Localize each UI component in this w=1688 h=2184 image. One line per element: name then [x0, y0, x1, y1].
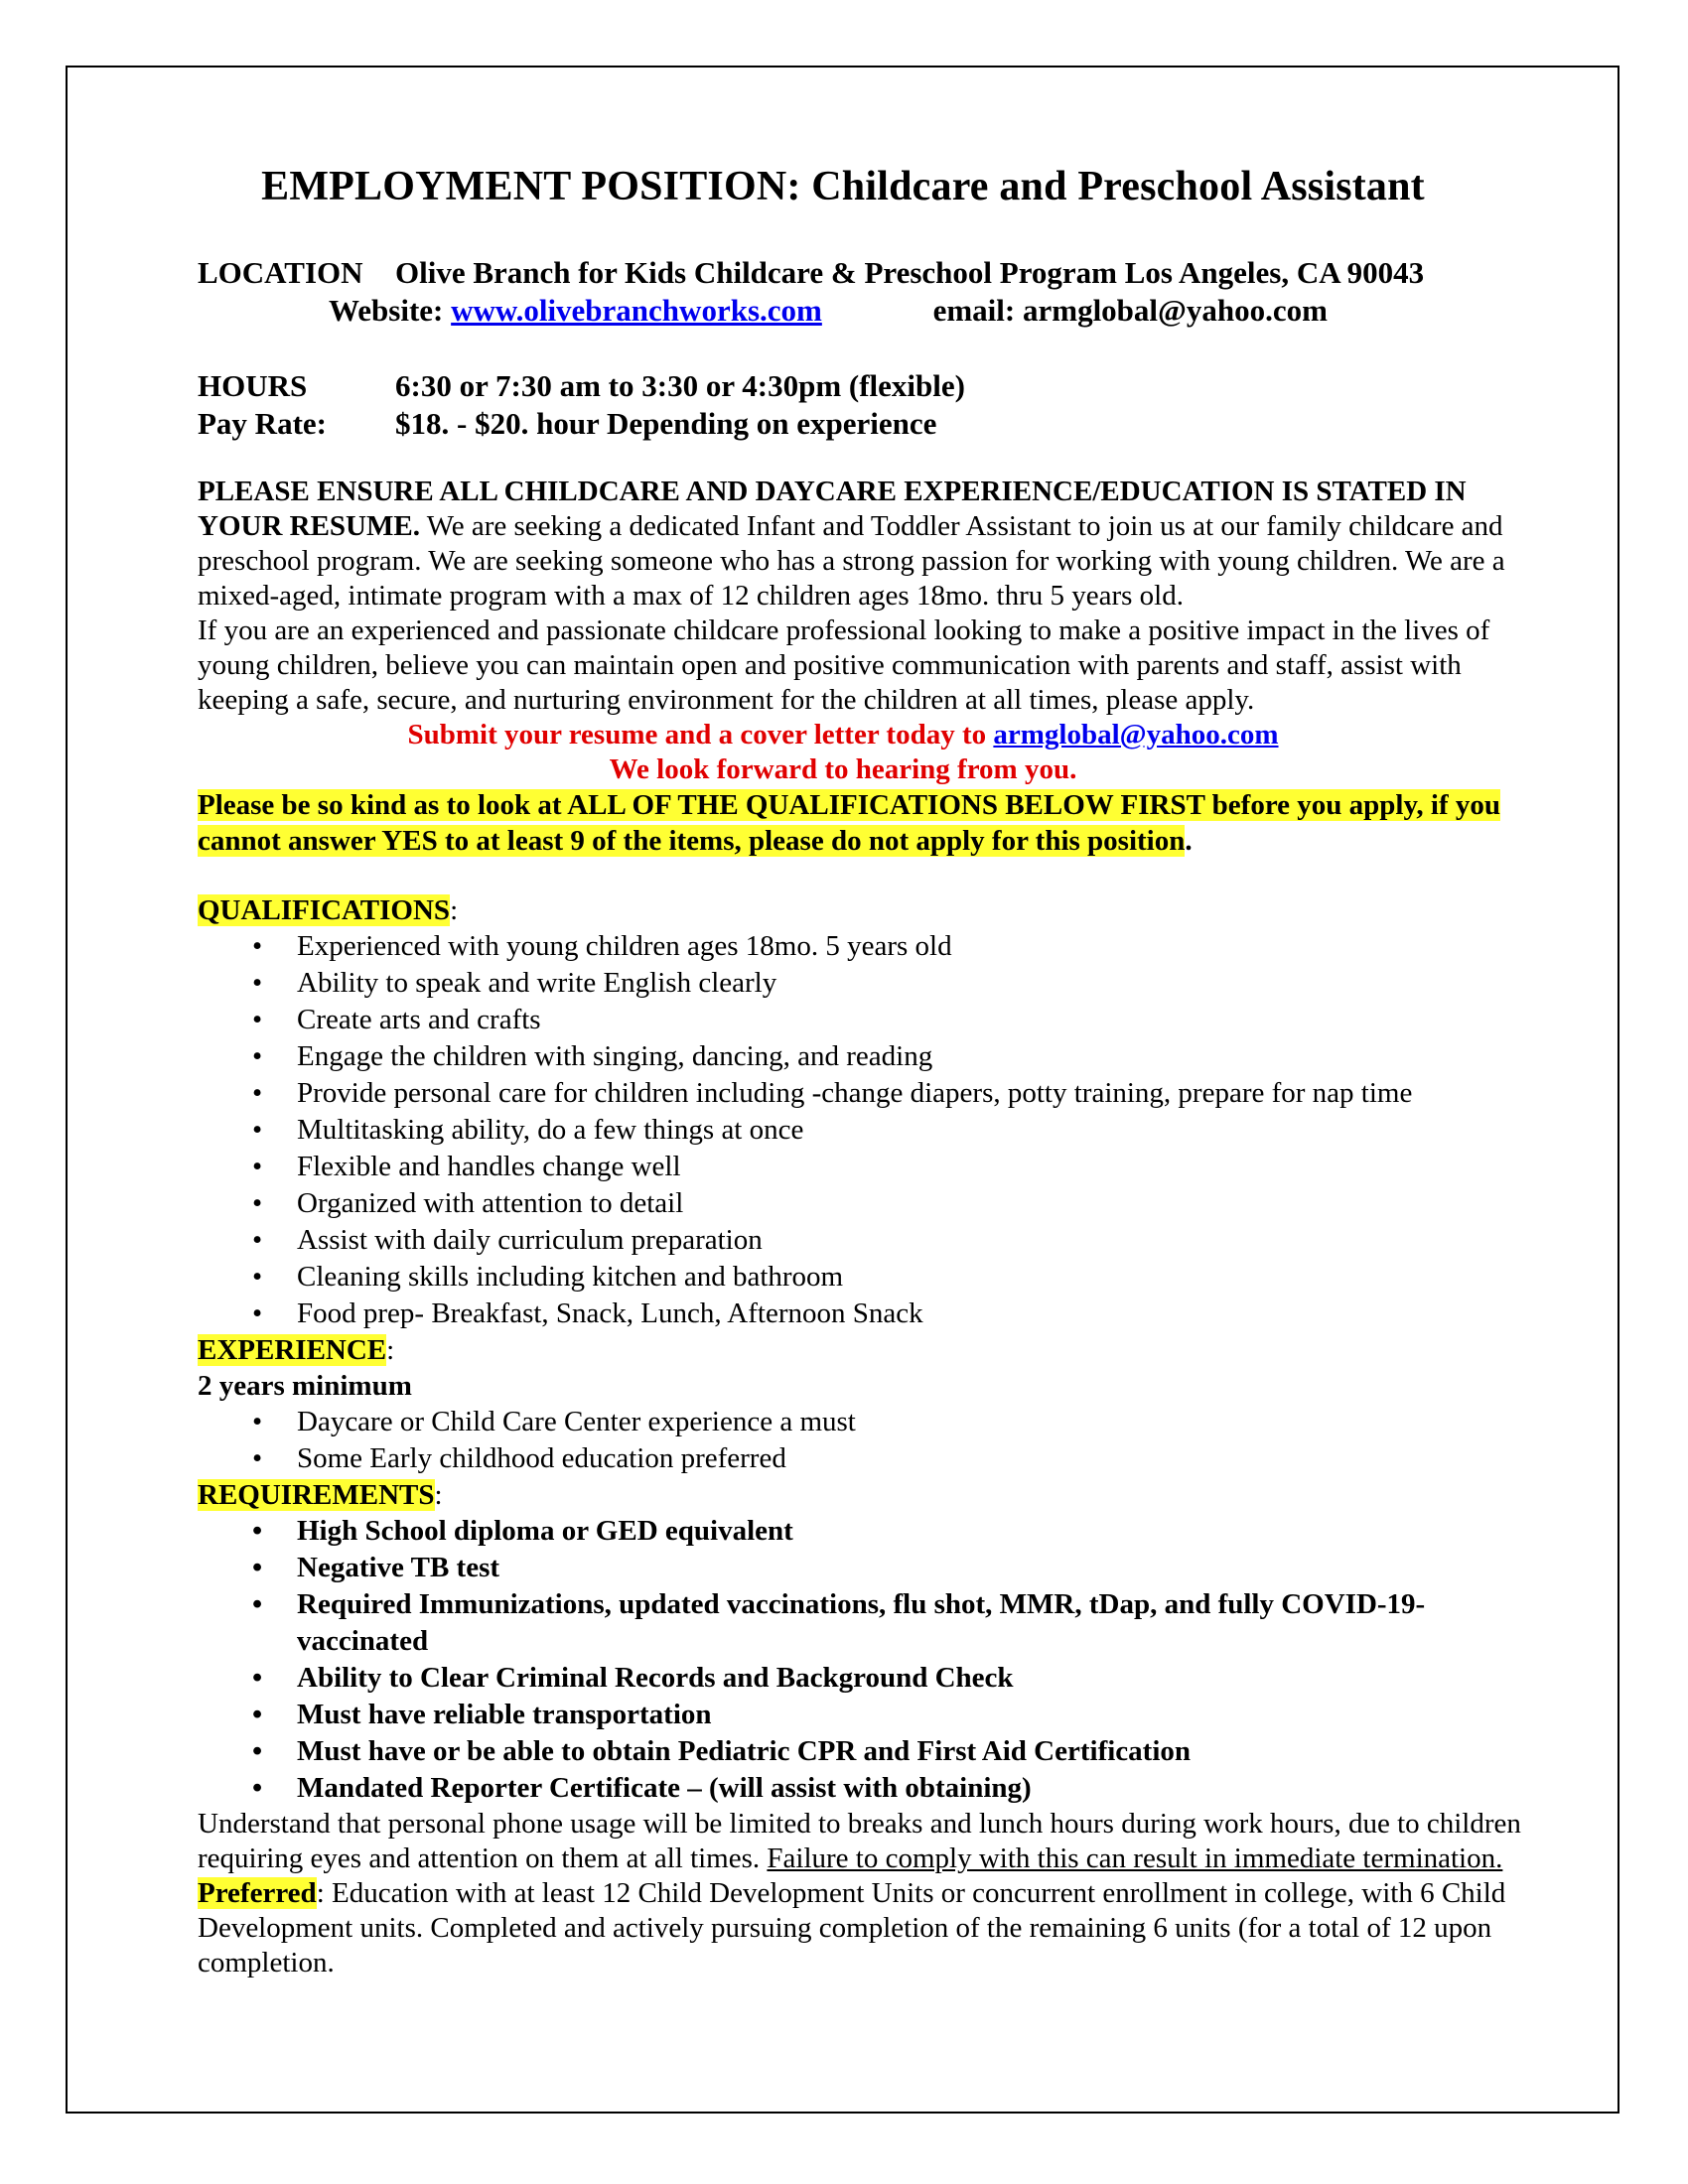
bullet-icon: • — [252, 1077, 263, 1109]
list-item — [198, 1002, 1528, 1038]
website-line — [198, 292, 1528, 330]
list-item-text: Food prep- Breakfast, Snack, Lunch, Afternoon Snack — [297, 1297, 923, 1329]
location-line — [198, 254, 1528, 292]
list-item — [198, 1222, 1528, 1259]
location-label: LOCATION — [198, 255, 363, 290]
email-value: armglobal@yahoo.com — [1022, 293, 1328, 328]
list-item — [198, 1038, 1528, 1075]
intro-bold-lead: PLEASE ENSURE ALL CHILDCARE AND DAYCARE EXPERIENCE/EDUCATION IS STATED IN YOUR RESUME. — [198, 476, 1467, 542]
preferred-label: Preferred — [198, 1877, 317, 1909]
email-group — [933, 292, 1328, 330]
list-item-text: Multitasking ability, do a few things at once — [297, 1114, 804, 1146]
list-item-text: Negative TB test — [297, 1552, 500, 1583]
list-item-text: Create arts and crafts — [297, 1004, 541, 1035]
requirements-list — [198, 1513, 1528, 1807]
list-item-text: Ability to speak and write English clearly — [297, 967, 777, 999]
list-item-text: High School diploma or GED equivalent — [297, 1515, 793, 1547]
bullet-icon: • — [252, 1442, 263, 1474]
hours-value: 6:30 or 7:30 am to 3:30 or 4:30pm (flexible) — [395, 368, 965, 403]
list-item — [198, 1697, 1528, 1733]
document-body — [198, 159, 1528, 1980]
location-value: Olive Branch for Kids Childcare & Preschool Program Los Angeles, CA 90043 — [395, 255, 1425, 290]
list-item — [198, 928, 1528, 965]
bullet-icon: • — [252, 1552, 263, 1583]
bullet-icon: • — [252, 1772, 263, 1804]
pay-label: Pay Rate: — [198, 406, 327, 441]
intro-second-paragraph: If you are an experienced and passionate childcare professional looking to make a positive impact in the lives of young children, believe you can maintain open and positive communication with parents and staff, assist with keeping a safe, secure, and nurturing environment for the children at all times, please apply. — [198, 614, 1490, 716]
qualification-notice: Please be so kind as to look at ALL OF THE QUALIFICATIONS BELOW FIRST before you apply, if you cannot answer YES to at least 9 of the items, please do not apply for this position. — [198, 789, 1500, 857]
preferred-paragraph — [198, 1876, 1528, 1980]
bullet-icon: • — [252, 1588, 263, 1620]
list-item — [198, 1075, 1528, 1112]
list-item-text: Cleaning skills including kitchen and bathroom — [297, 1261, 844, 1293]
preferred-text: : Education with at least 12 Child Development Units or concurrent enrollment in college, with 6 Child Development units. Completed and actively pursuing completion of the remaining 6 units (for a total of 12 upon completion. — [198, 1877, 1506, 1979]
bullet-icon: • — [252, 1297, 263, 1329]
list-item — [198, 1586, 1528, 1660]
website-label: Website: — [329, 293, 444, 328]
requirements-heading: REQUIREMENTS: — [198, 1479, 443, 1511]
list-item — [198, 1296, 1528, 1332]
list-item-text: Provide personal care for children including -change diapers, potty training, prepare for nap time — [297, 1077, 1413, 1109]
hours-line — [198, 367, 1528, 405]
list-item-text: Experienced with young children ages 18mo. 5 years old — [297, 930, 952, 962]
pay-line — [198, 405, 1528, 443]
bullet-icon: • — [252, 1187, 263, 1219]
bullet-icon: • — [252, 1224, 263, 1256]
list-item — [198, 1550, 1528, 1586]
bullet-icon: • — [252, 1515, 263, 1547]
intro-rest: We are seeking a dedicated Infant and Toddler Assistant to join us at our family childcare and preschool program. We are seeking someone who has a strong passion for working with young children. We are a mixed-aged, intimate program with a max of 12 children ages 18mo. thru 5 years old. — [198, 510, 1505, 612]
qualifications-heading: QUALIFICATIONS: — [198, 894, 459, 926]
list-item-text: Must have or be able to obtain Pediatric CPR and First Aid Certification — [297, 1735, 1192, 1767]
submit-text: Submit your resume and a cover letter today to — [407, 719, 994, 751]
bullet-icon: • — [252, 1004, 263, 1035]
bullet-icon: • — [252, 1406, 263, 1437]
intro-paragraph — [198, 475, 1528, 614]
list-item-text: Some Early childhood education preferred — [297, 1442, 786, 1474]
list-item-text: Flexible and handles change well — [297, 1151, 681, 1182]
pay-value: $18. - $20. hour Depending on experience — [395, 406, 937, 441]
bullet-icon: • — [252, 967, 263, 999]
list-item-text: Engage the children with singing, dancing, and reading — [297, 1040, 933, 1072]
list-item-text: Ability to Clear Criminal Records and Background Check — [297, 1662, 1014, 1694]
submit-line — [158, 718, 1528, 752]
qualifications-list — [198, 928, 1528, 1332]
list-item — [198, 1770, 1528, 1807]
list-item-text: Assist with daily curriculum preparation — [297, 1224, 763, 1256]
list-item — [198, 965, 1528, 1002]
bullet-icon: • — [252, 1151, 263, 1182]
page-title: EMPLOYMENT POSITION: Childcare and Preschool Assistant — [261, 164, 1425, 209]
list-item — [198, 1259, 1528, 1296]
qualifications-heading-text: QUALIFICATIONS — [198, 894, 451, 926]
experience-minimum: 2 years minimum — [198, 1370, 412, 1402]
notice-text: Please be so kind as to look at ALL OF THE QUALIFICATIONS BELOW FIRST before you apply, if you cannot answer YES to at least 9 of the items, please do not apply for this position — [198, 789, 1500, 857]
list-item-text: Organized with attention to detail — [297, 1187, 684, 1219]
hours-label: HOURS — [198, 368, 308, 403]
phone-policy-paragraph — [198, 1807, 1528, 1876]
list-item — [198, 1660, 1528, 1697]
bullet-icon: • — [252, 1662, 263, 1694]
list-item — [198, 1112, 1528, 1149]
list-item — [198, 1404, 1528, 1440]
forward-line: We look forward to hearing from you. — [609, 753, 1077, 785]
list-item-text: Daycare or Child Care Center experience a must — [297, 1406, 856, 1437]
list-item-text: Mandated Reporter Certificate – (will assist with obtaining) — [297, 1772, 1032, 1804]
bullet-icon: • — [252, 1261, 263, 1293]
bullet-icon: • — [252, 1735, 263, 1767]
experience-heading: EXPERIENCE: — [198, 1334, 395, 1366]
bullet-icon: • — [252, 930, 263, 962]
list-item — [198, 1149, 1528, 1185]
list-item — [198, 1733, 1528, 1770]
requirements-heading-text: REQUIREMENTS — [198, 1479, 435, 1511]
phone-policy-text: Understand that personal phone usage will be limited to breaks and lunch hours during work hours, due to children requiring eyes and attention on them at all times. — [198, 1808, 1521, 1874]
website-link[interactable]: www.olivebranchworks.com — [451, 293, 822, 328]
experience-list — [198, 1404, 1528, 1477]
list-item-text: Required Immunizations, updated vaccinations, flu shot, MMR, tDap, and fully COVID-19-vaccinated — [297, 1588, 1426, 1657]
list-item — [198, 1513, 1528, 1550]
list-item — [198, 1440, 1528, 1477]
email-label: email: — [932, 293, 1016, 328]
experience-heading-text: EXPERIENCE — [198, 1334, 387, 1366]
submit-email-link[interactable]: armglobal@yahoo.com — [993, 719, 1279, 751]
phone-policy-warning: Failure to comply with this can result in immediate termination. — [767, 1843, 1503, 1874]
hours-pay-block — [198, 367, 1528, 443]
list-item-text: Must have reliable transportation — [297, 1699, 712, 1730]
bullet-icon: • — [252, 1699, 263, 1730]
bullet-icon: • — [252, 1040, 263, 1072]
list-item — [198, 1185, 1528, 1222]
bullet-icon: • — [252, 1114, 263, 1146]
